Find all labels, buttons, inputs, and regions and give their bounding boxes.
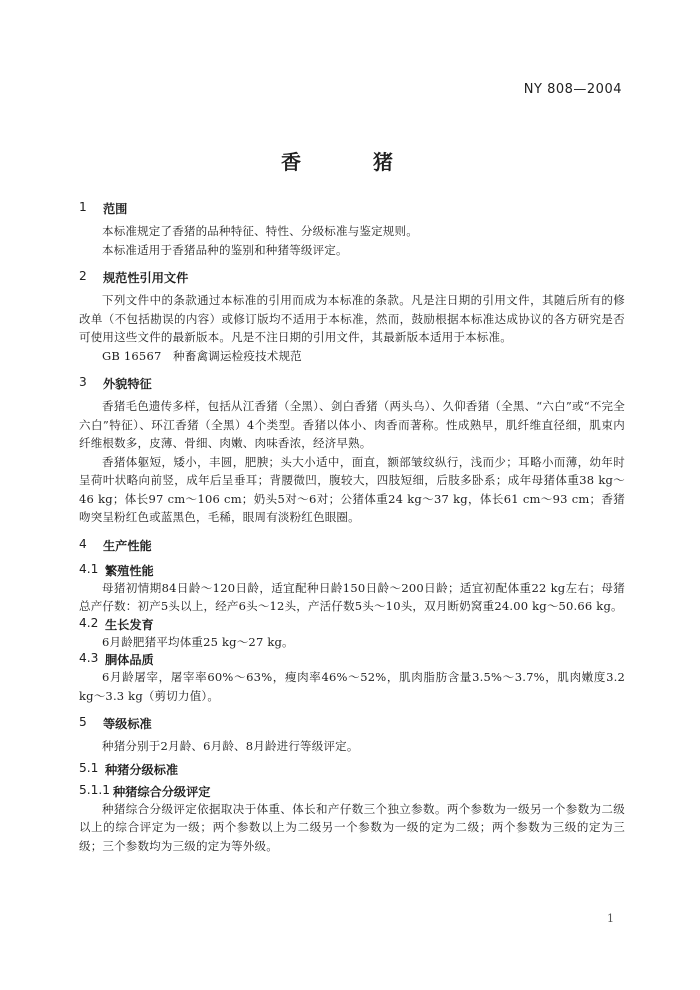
section-number: 3	[79, 375, 87, 389]
section-number: 5.1.1	[79, 782, 111, 797]
paragraph: 下列文件中的条款通过本标准的引用而成为本标准的条款。凡是注日期的引用文件，其随后所有的修改单（不包括勘误的内容）或修订版均不适用于本标准，然而，鼓励根据本标准达成协议的各方研究是否可使用这些文件的最新版本。凡是不注日期的引用文件，其最新版本适用于本标准。	[79, 293, 625, 344]
section-title: 种猪综合分级评定	[113, 784, 211, 799]
paragraph: GB 16567 种畜禽调运检疫技术规范	[102, 348, 302, 363]
paragraph: 母猪初情期84日龄～120日龄，适宜配种日龄150日龄～200日龄；适宜初配体重22 kg左右；母猪总产仔数：初产5头以上，经产6头～12头，产活仔数5头～10头，双月断奶窝重24.00 kg～50.66 kg。	[79, 580, 625, 613]
section-number: 5	[79, 715, 87, 729]
document-title: 香 猪	[281, 150, 419, 174]
section-number: 5.1	[79, 760, 99, 775]
document-body	[79, 200, 625, 855]
paragraph: 种猪综合分级评定依据取决于体重、体长和产仔数三个独立参数。两个参数为一级另一个参数为二级以上的综合评定为一级；两个参数以上为二级另一个参数为一级的定为二级；两个参数为三级的定为三级；三个参数均为三级的定为等外级。	[79, 801, 625, 853]
section-number: 4.2	[79, 615, 99, 630]
section-heading-5-1	[79, 761, 625, 778]
section-heading-4-1	[79, 562, 625, 579]
section-heading-4-3	[79, 651, 625, 668]
standard-code: NY 808—2004	[523, 82, 622, 97]
section-number: 4	[79, 536, 87, 551]
section-number: 4.3	[79, 651, 99, 665]
section-title: 繁殖性能	[105, 563, 154, 578]
section-title: 生产性能	[103, 538, 152, 553]
section-title: 胴体品质	[105, 653, 154, 667]
paragraph: 6月龄屠宰，屠宰率60%～63%，瘦肉率46%～52%，肌肉脂肪含量3.5%～3.7%，肌肉嫩度3.2 kg～3.3 kg（剪切力值）。	[79, 670, 625, 703]
section-title: 规范性引用文件	[103, 271, 189, 285]
paragraph: 香猪体躯短，矮小，丰圆，肥腴；头大小适中，面直，额部皱纹纵行，浅而少；耳略小而薄，幼年时呈荷叶状略向前竖，成年后呈垂耳；背腰微凹，腹较大，四肢短细，后肢多卧系；成年母猪体重38 kg～46 kg；体长97 cm～106 cm；奶头5对～6对；公猪体重24 kg～37 kg，体长61 cm～93 cm；香猪吻突呈粉红色或蓝黑色，毛稀，眼周有淡粉红色眼圈。	[79, 454, 625, 524]
section-heading-2	[79, 269, 625, 286]
section-heading-3	[79, 375, 625, 392]
section-title: 生长发育	[105, 617, 154, 632]
section-title: 等级标准	[103, 717, 152, 731]
paragraph: 种猪分别于2月龄、6月龄、8月龄进行等级评定。	[102, 739, 359, 753]
section-title: 范围	[103, 202, 128, 216]
section-number: 4.1	[79, 561, 99, 576]
section-heading-4-2	[79, 616, 625, 633]
section-heading-1	[79, 200, 625, 217]
section-heading-4	[79, 537, 625, 554]
paragraph: 本标准适用于香猪品种的鉴别和种猪等级评定。	[102, 242, 348, 257]
page-number: 1	[607, 912, 614, 925]
paragraph: 6月龄肥猪平均体重25 kg～27 kg。	[102, 634, 294, 649]
section-heading-5-1-1	[79, 783, 625, 800]
paragraph: 本标准规定了香猪的品种特征、特性、分级标准与鉴定规则。	[102, 224, 418, 238]
section-title: 外貌特征	[103, 377, 152, 391]
paragraph: 香猪毛色遗传多样，包括从江香猪（全黑）、剑白香猪（两头乌）、久仰香猪（全黑、“六白”或“不完全六白”特征）、环江香猪（全黑）4个类型。香猪以体小、肉香而著称。性成熟早，肌纤维直径细，肌束内纤维根数多，皮薄、骨细、肉嫩、肉味香浓，经济早熟。	[79, 399, 625, 450]
section-number: 2	[79, 269, 87, 283]
section-number: 1	[79, 200, 87, 214]
section-title: 种猪分级标准	[105, 762, 179, 777]
section-heading-5	[79, 715, 625, 732]
